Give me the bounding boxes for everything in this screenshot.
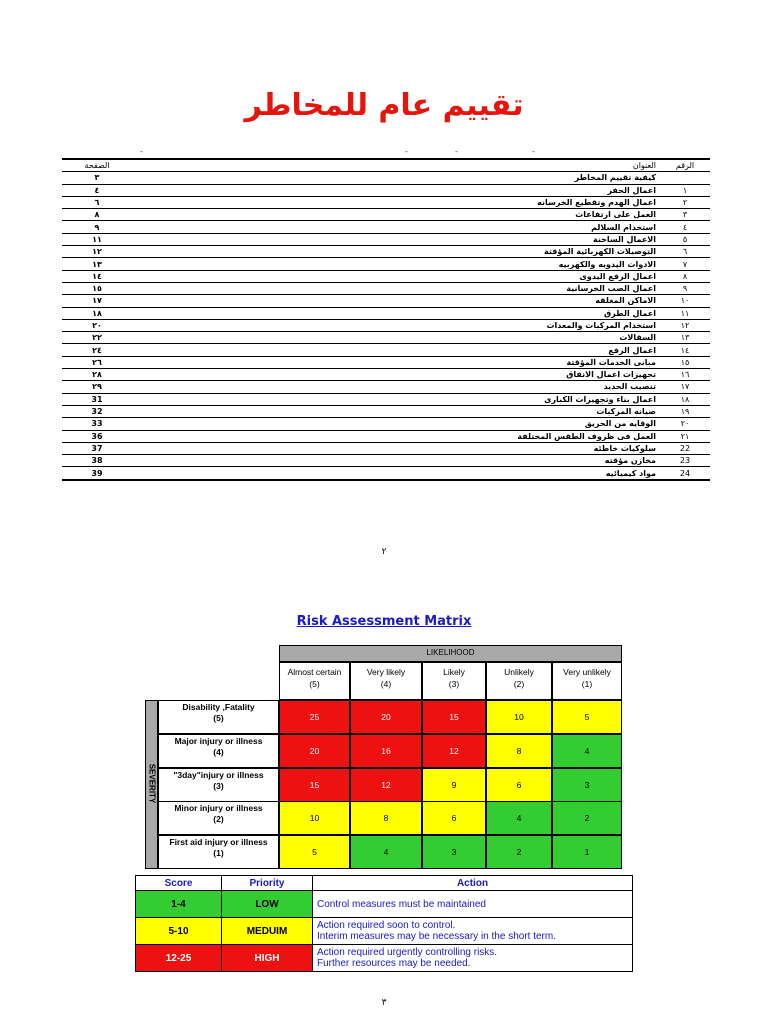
- likelihood-column-header: [552, 662, 622, 700]
- toc-header-page: الصفحة: [62, 159, 132, 172]
- likelihood-name: Unlikely: [504, 667, 534, 677]
- toc-row: [62, 393, 710, 405]
- toc-row-title: مواد كيميائيه: [132, 467, 660, 480]
- legend-row: [136, 891, 633, 918]
- toc-row-page: 39: [62, 467, 132, 480]
- toc-row-title: السقالات: [132, 332, 660, 344]
- toc-row: [62, 184, 710, 196]
- legend-action-line: Further resources may be needed.: [317, 958, 471, 969]
- severity-value: (2): [213, 814, 224, 824]
- severity-name: Minor injury or illness: [174, 803, 263, 813]
- toc-row-page: 36: [62, 430, 132, 442]
- risk-score-cell: 4: [350, 835, 422, 869]
- toc-row: [62, 356, 710, 368]
- toc-row-num: [660, 172, 710, 184]
- toc-row-page: ٣: [62, 172, 132, 184]
- likelihood-column-header: [350, 662, 422, 700]
- risk-score-cell: 25: [279, 700, 350, 734]
- toc-row-num: ٥: [660, 233, 710, 245]
- toc-row-num: ١: [660, 184, 710, 196]
- toc-row-num: ١٤: [660, 344, 710, 356]
- risk-score-cell: 3: [552, 768, 622, 802]
- legend-action-line: Action required soon to control.: [317, 920, 456, 931]
- stray-dot: -: [405, 147, 408, 156]
- legend-score: 5-10: [136, 918, 222, 945]
- severity-value: (1): [213, 848, 224, 858]
- toc-row-num: ١٧: [660, 381, 710, 393]
- toc-row: [62, 319, 710, 331]
- toc-row-num: 22: [660, 442, 710, 454]
- toc-row-title: مبانى الخدمات المؤقتة: [132, 356, 660, 368]
- toc-row: [62, 344, 710, 356]
- toc-row-title: الاعمال الساخنة: [132, 233, 660, 245]
- likelihood-column-header: [279, 662, 350, 700]
- toc-row-num: ١٠: [660, 295, 710, 307]
- toc-row-num: ١١: [660, 307, 710, 319]
- toc-row: [62, 233, 710, 245]
- legend-header-priority: Priority: [222, 876, 313, 891]
- toc-row-num: ٧: [660, 258, 710, 270]
- legend-row: [136, 918, 633, 945]
- toc-row-page: ٢٩: [62, 381, 132, 393]
- legend-action-line: Interim measures may be necessary in the short term.: [317, 931, 556, 942]
- toc-row-page: 32: [62, 405, 132, 417]
- likelihood-value: (5): [309, 679, 320, 689]
- likelihood-value: (2): [513, 679, 525, 689]
- page-number: ٣: [381, 998, 387, 1008]
- toc-row-page: ١٢: [62, 246, 132, 258]
- toc-row-title: الاماكن المغلقه: [132, 295, 660, 307]
- toc-row: [62, 405, 710, 417]
- toc-row: [62, 332, 710, 344]
- toc-row-title: اعمال الصب الخرسانية: [132, 282, 660, 294]
- severity-row-header: [158, 734, 279, 768]
- toc-row: [62, 381, 710, 393]
- toc-row-page: ٨: [62, 209, 132, 221]
- stray-dot: -: [455, 147, 458, 156]
- toc-row-title: صيانه المركبات: [132, 405, 660, 417]
- toc-row-title: الادوات اليدويه والكهربيه: [132, 258, 660, 270]
- severity-value: (4): [213, 747, 224, 757]
- severity-name: Major injury or illness: [174, 736, 263, 746]
- toc-row-page: ٦: [62, 196, 132, 208]
- toc-row: [62, 467, 710, 480]
- toc-row-title: اعمال الهدم وتقطيع الخرسانه: [132, 196, 660, 208]
- legend-priority: HIGH: [222, 945, 313, 972]
- page-number: ٢: [381, 547, 387, 557]
- toc-row-num: ٢: [660, 196, 710, 208]
- toc-row-page: ١٤: [62, 270, 132, 282]
- toc-row-num: ١٢: [660, 319, 710, 331]
- table-of-contents: [62, 158, 710, 481]
- toc-row: [62, 418, 710, 430]
- priority-legend: [135, 875, 633, 972]
- risk-score-cell: 8: [350, 801, 422, 835]
- risk-score-cell: 9: [422, 768, 486, 802]
- toc-row-title: اعمال الحفر: [132, 184, 660, 196]
- legend-priority: LOW: [222, 891, 313, 918]
- likelihood-column-header: [486, 662, 552, 700]
- toc-row: [62, 369, 710, 381]
- toc-row-title: اعمال الطرق: [132, 307, 660, 319]
- risk-score-cell: 10: [279, 801, 350, 835]
- toc-row-title: الوقايه من الحريق: [132, 418, 660, 430]
- toc-row-page: ٩: [62, 221, 132, 233]
- risk-score-cell: 20: [279, 734, 350, 768]
- risk-score-cell: 8: [486, 734, 552, 768]
- risk-score-cell: 1: [552, 835, 622, 869]
- legend-action: [313, 918, 633, 945]
- toc-row: [62, 246, 710, 258]
- toc-header-row: [62, 159, 710, 172]
- toc-row: [62, 209, 710, 221]
- toc-row: [62, 282, 710, 294]
- risk-score-cell: 15: [422, 700, 486, 734]
- risk-score-cell: 15: [279, 768, 350, 802]
- toc-row: [62, 295, 710, 307]
- severity-row-header: [158, 835, 279, 869]
- risk-score-cell: 10: [486, 700, 552, 734]
- likelihood-name: Very unlikely: [563, 667, 611, 677]
- toc-row-num: ٤: [660, 221, 710, 233]
- legend-priority: MEDUIM: [222, 918, 313, 945]
- toc-row-num: 24: [660, 467, 710, 480]
- toc-row-num: ٩: [660, 282, 710, 294]
- toc-row-page: 37: [62, 442, 132, 454]
- likelihood-value: (4): [380, 679, 392, 689]
- toc-row-page: ٤: [62, 184, 132, 196]
- risk-score-cell: 12: [422, 734, 486, 768]
- toc-row: [62, 430, 710, 442]
- legend-score: 1-4: [136, 891, 222, 918]
- toc-row-title: كيفية تقييم المخاطر: [132, 172, 660, 184]
- likelihood-header: LIKELIHOOD: [279, 645, 622, 662]
- toc-row-page: ٢٨: [62, 369, 132, 381]
- risk-score-cell: 6: [486, 768, 552, 802]
- legend-row: [136, 945, 633, 972]
- toc-row-num: ١٣: [660, 332, 710, 344]
- risk-score-cell: 2: [552, 801, 622, 835]
- toc-row-page: ١٧: [62, 295, 132, 307]
- likelihood-column-header: [422, 662, 486, 700]
- toc-row-num: ٣: [660, 209, 710, 221]
- toc-header-num: الرقم: [660, 159, 710, 172]
- stray-dot: -: [140, 147, 143, 156]
- toc-row-page: ٢٢: [62, 332, 132, 344]
- legend-action-line: Action required urgently controlling risks.: [317, 947, 498, 958]
- risk-score-cell: 2: [486, 835, 552, 869]
- toc-row: [62, 258, 710, 270]
- toc-row-num: ١٨: [660, 393, 710, 405]
- severity-row-header: [158, 700, 279, 734]
- severity-value: (5): [213, 713, 224, 723]
- toc-row-title: مخازن مؤقته: [132, 455, 660, 467]
- toc-row-title: التوصيلات الكهربائية المؤقتة: [132, 246, 660, 258]
- toc-row-num: ٨: [660, 270, 710, 282]
- toc-row-page: 31: [62, 393, 132, 405]
- page-title: تقييم عام للمخاطر: [244, 88, 524, 123]
- legend-action-line: Control measures must be maintained: [317, 898, 486, 910]
- legend-score: 12-25: [136, 945, 222, 972]
- toc-row-num: ١٩: [660, 405, 710, 417]
- severity-name: First aid injury or illness: [169, 837, 268, 847]
- toc-row-num: ١٥: [660, 356, 710, 368]
- legend-header-score: Score: [136, 876, 222, 891]
- toc-row-title: سلوكيات خاطئه: [132, 442, 660, 454]
- legend-header-action: Action: [313, 876, 633, 891]
- likelihood-name: Almost certain: [287, 667, 342, 677]
- toc-row-page: ١٥: [62, 282, 132, 294]
- toc-row: [62, 442, 710, 454]
- risk-score-cell: 5: [279, 835, 350, 869]
- likelihood-name: Likely: [443, 667, 465, 677]
- risk-score-cell: 16: [350, 734, 422, 768]
- risk-score-cell: 4: [486, 801, 552, 835]
- risk-score-cell: 3: [422, 835, 486, 869]
- risk-score-cell: 5: [552, 700, 622, 734]
- toc-row-title: اعمال الرفع: [132, 344, 660, 356]
- toc-row: [62, 270, 710, 282]
- toc-row-num: ٢١: [660, 430, 710, 442]
- toc-row-page: ١٣: [62, 258, 132, 270]
- toc-row-num: ٦: [660, 246, 710, 258]
- risk-score-cell: 20: [350, 700, 422, 734]
- toc-row-page: ١٨: [62, 307, 132, 319]
- likelihood-name: Very likely: [366, 667, 406, 677]
- toc-row-page: 38: [62, 455, 132, 467]
- legend-action: [313, 945, 633, 972]
- toc-row: [62, 196, 710, 208]
- risk-score-cell: 6: [422, 801, 486, 835]
- toc-row-page: 33: [62, 418, 132, 430]
- legend-action: [313, 891, 633, 918]
- severity-name: Disability ,Fatality: [182, 702, 255, 712]
- toc-row-title: اعمال بناء وتجهيزات الكبارى: [132, 393, 660, 405]
- toc-row-page: ٢٠: [62, 319, 132, 331]
- severity-row-header: [158, 801, 279, 835]
- toc-row-title: اعمال الرفع اليدوى: [132, 270, 660, 282]
- toc-row: [62, 455, 710, 467]
- risk-matrix-title: Risk Assessment Matrix: [296, 614, 472, 629]
- toc-row-title: العمل على ارتفاعات: [132, 209, 660, 221]
- toc-row-num: ١٦: [660, 369, 710, 381]
- toc-row-title: استخدام المركبات والمعدات: [132, 319, 660, 331]
- severity-label: SEVERITY: [147, 763, 157, 804]
- risk-score-cell: 12: [350, 768, 422, 802]
- toc-row-title: تنصيب الحديد: [132, 381, 660, 393]
- toc-header-title: العنوان: [132, 159, 660, 172]
- toc-row-page: ٢٤: [62, 344, 132, 356]
- toc-row-num: 23: [660, 455, 710, 467]
- stray-dot: -: [532, 147, 535, 156]
- severity-name: "3day"injury or illness: [173, 770, 264, 780]
- toc-row-title: تجهيزات اعمال الانفاق: [132, 369, 660, 381]
- toc-row-title: العمل فى ظروف الطقس المختلفة: [132, 430, 660, 442]
- toc-row-page: ١١: [62, 233, 132, 245]
- toc-row-num: ٢٠: [660, 418, 710, 430]
- toc-row-title: استخدام السلالم: [132, 221, 660, 233]
- toc-row: [62, 221, 710, 233]
- toc-row: [62, 307, 710, 319]
- likelihood-value: (1): [581, 679, 593, 689]
- toc-row-page: ٢٦: [62, 356, 132, 368]
- severity-value: (3): [213, 781, 224, 791]
- risk-score-cell: 4: [552, 734, 622, 768]
- severity-axis: [145, 700, 158, 869]
- likelihood-value: (3): [448, 679, 460, 689]
- severity-row-header: [158, 768, 279, 802]
- toc-row: [62, 172, 710, 184]
